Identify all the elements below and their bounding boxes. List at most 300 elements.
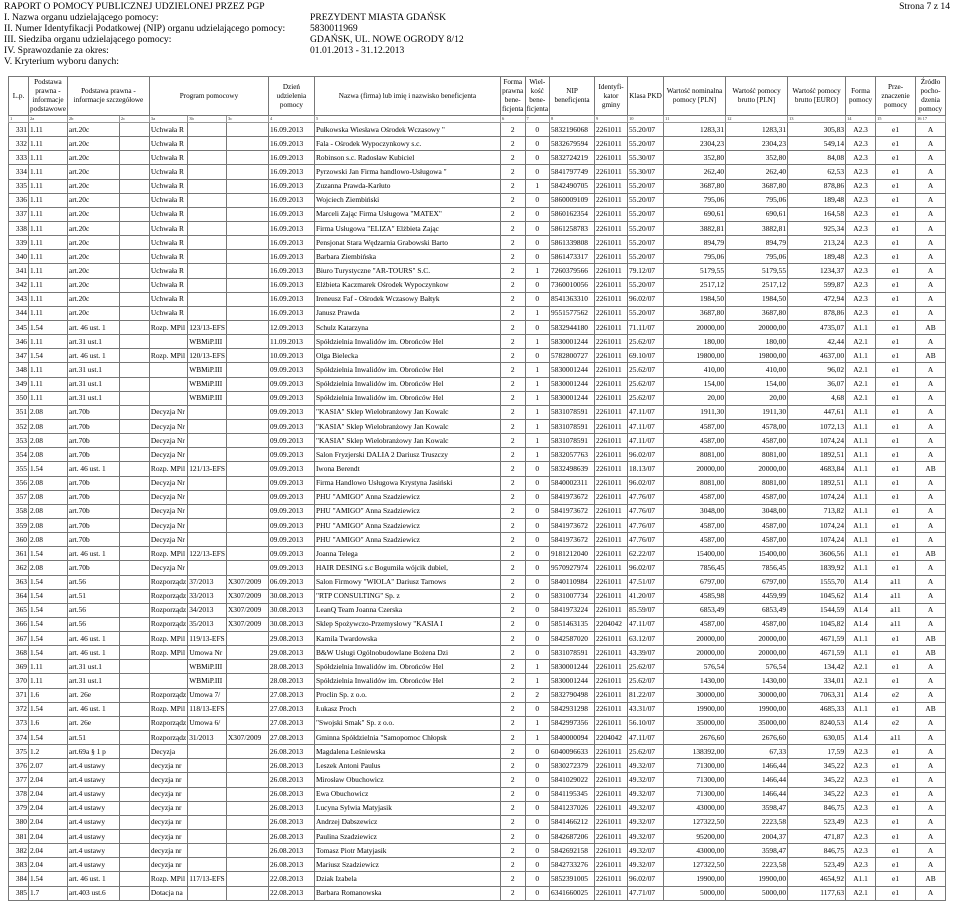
table-cell: 09.09.2013 <box>268 405 314 419</box>
table-cell: 0 <box>525 603 550 617</box>
table-cell: 0 <box>525 830 550 844</box>
table-cell: 2 <box>500 221 525 235</box>
table-cell: 6040096633 <box>550 745 595 759</box>
table-row <box>9 773 946 787</box>
table-cell <box>226 207 268 221</box>
column-number: 14 <box>846 116 876 123</box>
table-cell: A1.1 <box>846 702 876 716</box>
table-cell: 2261011 <box>595 533 628 547</box>
table-cell: 925,34 <box>788 221 846 235</box>
table-cell: 9570927974 <box>550 561 595 575</box>
table-row <box>9 278 946 292</box>
table-row <box>9 292 946 306</box>
table-cell: 2261011 <box>595 575 628 589</box>
table-cell: e1 <box>876 462 916 476</box>
table-cell: 894,79 <box>664 236 726 250</box>
table-cell: 4587,00 <box>726 518 788 532</box>
table-cell: Decyzja Nr <box>149 405 187 419</box>
table-cell: A <box>916 589 946 603</box>
table-cell: 2223,58 <box>726 815 788 829</box>
table-cell <box>188 419 227 433</box>
table-cell: 2261011 <box>595 123 628 137</box>
table-cell: Decyzja Nr <box>149 434 187 448</box>
table-cell: 20000,00 <box>726 462 788 476</box>
table-cell: e1 <box>876 264 916 278</box>
table-cell: 1.11 <box>29 660 68 674</box>
table-cell <box>226 335 268 349</box>
table-cell: A2.3 <box>846 221 876 235</box>
table-cell: 2261011 <box>595 773 628 787</box>
table-cell <box>226 632 268 646</box>
table-cell <box>119 151 149 165</box>
table-cell: 16.09.2013 <box>268 264 314 278</box>
table-cell: 2676,60 <box>664 731 726 745</box>
table-cell: A <box>916 801 946 815</box>
table-cell: 2261011 <box>595 830 628 844</box>
table-cell: A1.1 <box>846 349 876 363</box>
table-cell: 354 <box>9 448 29 462</box>
table-cell: 0 <box>525 518 550 532</box>
table-cell: 846,75 <box>788 801 846 815</box>
table-cell: 4587,00 <box>664 617 726 631</box>
column-header: Klasa PKD <box>628 77 664 116</box>
table-cell: 49.32/07 <box>628 773 664 787</box>
table-cell: 337 <box>9 207 29 221</box>
table-cell: Spółdzielnia Inwalidów im. Obrońców Hel <box>314 660 500 674</box>
table-cell: 878,86 <box>788 179 846 193</box>
table-cell: art.4 ustawy <box>67 815 119 829</box>
table-cell <box>226 674 268 688</box>
aid-table <box>8 76 946 901</box>
table-cell: 2261011 <box>595 363 628 377</box>
table-cell: 1911,30 <box>664 405 726 419</box>
table-cell: Uchwała R <box>149 292 187 306</box>
table-cell: 4683,84 <box>788 462 846 476</box>
table-cell: 5832196068 <box>550 123 595 137</box>
table-cell: decyzja nr <box>149 844 187 858</box>
table-cell: 0 <box>525 872 550 886</box>
table-cell: 5841973672 <box>550 518 595 532</box>
table-cell: 2 <box>500 278 525 292</box>
table-cell: art.4 ustawy <box>67 830 119 844</box>
table-cell: 5831078591 <box>550 405 595 419</box>
table-cell: A2.3 <box>846 137 876 151</box>
table-cell: 384 <box>9 872 29 886</box>
table-cell: art. 46 ust. 1 <box>67 349 119 363</box>
table-cell: 2261011 <box>595 250 628 264</box>
table-cell: A <box>916 419 946 433</box>
table-cell: 49.32/07 <box>628 787 664 801</box>
table-cell: AB <box>916 646 946 660</box>
table-cell: 385 <box>9 886 29 900</box>
table-cell: 180,00 <box>664 335 726 349</box>
table-cell: Decyzja Nr <box>149 533 187 547</box>
table-cell: A <box>916 363 946 377</box>
table-cell <box>226 123 268 137</box>
table-cell: 62,53 <box>788 165 846 179</box>
table-cell: 47.11/07 <box>628 617 664 631</box>
table-cell: 33/2013 <box>188 589 227 603</box>
table-cell: 2 <box>500 674 525 688</box>
table-cell: 333 <box>9 151 29 165</box>
table-cell: 4654,92 <box>788 872 846 886</box>
table-cell: 67,33 <box>726 745 788 759</box>
table-cell <box>119 335 149 349</box>
table-cell <box>188 858 227 872</box>
table-cell: a11 <box>876 617 916 631</box>
table-cell: A1.1 <box>846 419 876 433</box>
table-cell: 2261011 <box>595 434 628 448</box>
table-row <box>9 801 946 815</box>
table-cell <box>119 830 149 844</box>
table-cell: 2 <box>500 490 525 504</box>
table-cell: 2261011 <box>595 137 628 151</box>
table-cell: Proclin Sp. z o.o. <box>314 688 500 702</box>
table-cell: 43.31/07 <box>628 702 664 716</box>
table-cell <box>188 801 227 815</box>
table-cell <box>188 137 227 151</box>
table-cell: 16.09.2013 <box>268 179 314 193</box>
table-row <box>9 589 946 603</box>
table-cell: 1.11 <box>29 391 68 405</box>
table-cell: 4587,00 <box>664 419 726 433</box>
table-cell: 127322,50 <box>664 815 726 829</box>
table-cell: 2 <box>500 292 525 306</box>
table-cell: A2.3 <box>846 830 876 844</box>
table-cell: Umowa 7/ <box>188 688 227 702</box>
table-cell: 0 <box>525 533 550 547</box>
table-cell: Spółdzielnia Inwalidów im. Obrońców Hel <box>314 377 500 391</box>
table-cell: Kamila Twardowska <box>314 632 500 646</box>
table-cell: A2.3 <box>846 801 876 815</box>
table-cell: 20000,00 <box>726 632 788 646</box>
table-cell: 0 <box>525 787 550 801</box>
table-cell <box>226 858 268 872</box>
column-header: Podstawa prawna - informacje szczegółowe <box>67 77 149 116</box>
table-cell: 96.02/07 <box>628 872 664 886</box>
column-header: Wartość pomocy brutto [PLN] <box>726 77 788 116</box>
table-cell <box>119 745 149 759</box>
table-cell: HAIR DESING s.c Bogumiła wójcik dubiel, <box>314 561 500 575</box>
table-cell: 2 <box>500 660 525 674</box>
table-cell: 26.08.2013 <box>268 858 314 872</box>
table-cell: 5841237026 <box>550 801 595 815</box>
table-cell: 2261011 <box>595 815 628 829</box>
table-cell: 2 <box>500 377 525 391</box>
table-cell: 20,00 <box>726 391 788 405</box>
table-cell: 2261011 <box>595 335 628 349</box>
table-cell: Spółdzielnia Inwalidów im. Obrońców Hel <box>314 335 500 349</box>
table-cell: 27.08.2013 <box>268 731 314 745</box>
table-cell: 1 <box>525 264 550 278</box>
table-cell: 795,06 <box>726 193 788 207</box>
table-cell: A <box>916 448 946 462</box>
table-cell: 22.08.2013 <box>268 872 314 886</box>
table-cell: 55.30/07 <box>628 165 664 179</box>
table-cell: Uchwała R <box>149 221 187 235</box>
table-cell: 1.11 <box>29 137 68 151</box>
table-cell: 19900,00 <box>664 702 726 716</box>
table-cell <box>188 193 227 207</box>
table-cell: e1 <box>876 377 916 391</box>
table-cell: art.20c <box>67 207 119 221</box>
table-cell: 0 <box>525 278 550 292</box>
table-cell: X307/2009 <box>226 617 268 631</box>
table-cell: Decyzja Nr <box>149 561 187 575</box>
table-cell: art.51 <box>67 731 119 745</box>
table-cell: 2 <box>525 688 550 702</box>
table-cell: 2 <box>500 745 525 759</box>
table-cell: 0 <box>525 801 550 815</box>
table-cell <box>119 391 149 405</box>
table-cell: art.31 ust.1 <box>67 674 119 688</box>
table-cell: 16.09.2013 <box>268 193 314 207</box>
table-cell: 379 <box>9 801 29 815</box>
table-cell: 2 <box>500 476 525 490</box>
table-cell: e1 <box>876 830 916 844</box>
table-cell <box>226 801 268 815</box>
table-cell: 0 <box>525 123 550 137</box>
table-cell: Rozporządz <box>149 589 187 603</box>
table-cell: Umowa Nr <box>188 646 227 660</box>
table-cell: 334,01 <box>788 674 846 688</box>
table-cell: A1.4 <box>846 603 876 617</box>
table-cell: 5842587020 <box>550 632 595 646</box>
table-cell: 376 <box>9 759 29 773</box>
table-cell: art.31 ust.1 <box>67 335 119 349</box>
table-cell: art.69a § 1 p <box>67 745 119 759</box>
table-row <box>9 123 946 137</box>
table-cell: A <box>916 603 946 617</box>
table-cell: 0 <box>525 759 550 773</box>
table-cell: 576,54 <box>726 660 788 674</box>
table-cell <box>188 745 227 759</box>
table-cell <box>226 363 268 377</box>
table-cell: Firma Usługowa "ELIZA" Elżbieta Zając <box>314 221 500 235</box>
table-cell: 8081,00 <box>726 476 788 490</box>
column-number: 15 <box>876 116 916 123</box>
report-header <box>4 1 954 67</box>
table-cell: 0 <box>525 151 550 165</box>
table-cell <box>226 688 268 702</box>
table-cell: decyzja nr <box>149 773 187 787</box>
table-cell: 2261011 <box>595 476 628 490</box>
header-line-value: 01.01.2013 - 31.12.2013 <box>310 45 405 56</box>
table-cell: 4578,00 <box>726 419 788 433</box>
table-cell: Leszek Antoni Paulus <box>314 759 500 773</box>
table-cell: art.31 ust.1 <box>67 377 119 391</box>
table-cell: 334 <box>9 165 29 179</box>
table-cell: e1 <box>876 504 916 518</box>
table-cell: 26.08.2013 <box>268 844 314 858</box>
table-cell <box>119 603 149 617</box>
table-cell: 5841466212 <box>550 815 595 829</box>
table-cell: A1.1 <box>846 490 876 504</box>
table-cell: art. 26e <box>67 716 119 730</box>
table-cell: 55.20/07 <box>628 137 664 151</box>
table-cell: 2223,58 <box>726 858 788 872</box>
table-cell <box>226 221 268 235</box>
table-cell: 2 <box>500 335 525 349</box>
table-cell: 1.11 <box>29 335 68 349</box>
table-cell: 30.08.2013 <box>268 617 314 631</box>
table-cell: e1 <box>876 151 916 165</box>
table-cell <box>226 137 268 151</box>
table-cell: 09.09.2013 <box>268 518 314 532</box>
table-cell <box>119 236 149 250</box>
table-cell: art.20c <box>67 151 119 165</box>
table-row <box>9 165 946 179</box>
table-cell: 4459,99 <box>726 589 788 603</box>
table-cell: 5831078591 <box>550 419 595 433</box>
table-cell: 1074,24 <box>788 518 846 532</box>
table-cell: art. 46 ust. 1 <box>67 462 119 476</box>
table-cell: 0 <box>525 320 550 334</box>
table-cell: 1.54 <box>29 731 68 745</box>
table-cell: Olga Bielecka <box>314 349 500 363</box>
table-cell: 06.09.2013 <box>268 575 314 589</box>
table-cell: e1 <box>876 886 916 900</box>
table-cell: 5841029022 <box>550 773 595 787</box>
table-cell <box>226 646 268 660</box>
table-cell: 352,80 <box>664 151 726 165</box>
table-cell: 690,61 <box>726 207 788 221</box>
table-cell: A <box>916 151 946 165</box>
table-cell: 0 <box>525 490 550 504</box>
table-cell <box>119 137 149 151</box>
table-cell: art.70b <box>67 490 119 504</box>
table-cell: e1 <box>876 561 916 575</box>
column-number: 13 <box>788 116 846 123</box>
header-line-label: I. Nazwa organu udzielającego pomocy: <box>4 12 159 23</box>
table-cell: 30.08.2013 <box>268 589 314 603</box>
table-cell: A1.1 <box>846 448 876 462</box>
table-cell: 26.08.2013 <box>268 815 314 829</box>
table-row <box>9 137 946 151</box>
table-cell: 63.12/07 <box>628 632 664 646</box>
table-cell: 117/13-EFS <box>188 872 227 886</box>
table-row <box>9 250 946 264</box>
column-header: Nazwa (firma) lub imię i nazwisko beneficjenta <box>314 77 500 116</box>
table-cell: 49.32/07 <box>628 815 664 829</box>
table-cell: 09.09.2013 <box>268 434 314 448</box>
table-cell: 09.09.2013 <box>268 391 314 405</box>
table-cell <box>119 165 149 179</box>
table-cell: Wojciech Ziembiński <box>314 193 500 207</box>
table-cell: 2261011 <box>595 844 628 858</box>
table-cell: 5860162354 <box>550 207 595 221</box>
table-cell <box>226 448 268 462</box>
table-cell <box>188 830 227 844</box>
table-cell: 5841973672 <box>550 490 595 504</box>
table-cell: 6853,49 <box>664 603 726 617</box>
table-cell: e1 <box>876 674 916 688</box>
column-number: 4 <box>268 116 314 123</box>
table-cell: Robinson s.c. Radosław Kubiciel <box>314 151 500 165</box>
table-cell: 16.09.2013 <box>268 278 314 292</box>
table-cell: art.4 ustawy <box>67 801 119 815</box>
table-cell <box>119 377 149 391</box>
table-cell: 0 <box>525 886 550 900</box>
table-row <box>9 603 946 617</box>
table-cell: 2204042 <box>595 731 628 745</box>
table-cell: A1.1 <box>846 434 876 448</box>
table-cell: 472,94 <box>788 292 846 306</box>
table-cell: A <box>916 716 946 730</box>
table-cell: A2.3 <box>846 306 876 320</box>
table-cell <box>119 801 149 815</box>
table-cell: 122/13-EFS <box>188 547 227 561</box>
table-cell: art.56 <box>67 603 119 617</box>
table-cell: 2 <box>500 589 525 603</box>
table-cell: 47.11/07 <box>628 731 664 745</box>
table-cell <box>188 151 227 165</box>
table-cell <box>226 547 268 561</box>
header-lines <box>4 12 954 67</box>
table-cell: Iwona Berendt <box>314 462 500 476</box>
table-cell <box>119 886 149 900</box>
table-cell: A <box>916 250 946 264</box>
table-cell: A <box>916 660 946 674</box>
table-cell: e1 <box>876 518 916 532</box>
table-cell <box>119 363 149 377</box>
table-cell: 447,61 <box>788 405 846 419</box>
table-cell: 16.09.2013 <box>268 250 314 264</box>
table-cell: Salon Firmowy "WIOLA" Dariusz Tarnows <box>314 575 500 589</box>
table-cell: 25.62/07 <box>628 363 664 377</box>
table-cell: 2.04 <box>29 844 68 858</box>
table-row <box>9 674 946 688</box>
table-row <box>9 716 946 730</box>
table-cell: 81.22/07 <box>628 688 664 702</box>
table-cell <box>119 617 149 631</box>
table-cell <box>226 490 268 504</box>
table-cell: e1 <box>876 221 916 235</box>
table-cell: 47.11/07 <box>628 434 664 448</box>
table-cell: Joanna Telega <box>314 547 500 561</box>
table-cell: A <box>916 207 946 221</box>
table-cell: 3882,81 <box>664 221 726 235</box>
table-cell <box>188 292 227 306</box>
table-cell <box>226 830 268 844</box>
table-cell: Spółdzielnia Inwalidów im. Obrońców Hel <box>314 391 500 405</box>
table-cell: 2261011 <box>595 759 628 773</box>
table-cell: 4,68 <box>788 391 846 405</box>
table-cell: 1.7 <box>29 886 68 900</box>
table-cell: 2 <box>500 886 525 900</box>
table-cell: 49.32/07 <box>628 844 664 858</box>
table-cell: 2 <box>500 872 525 886</box>
table-cell: art.70b <box>67 561 119 575</box>
table-cell: 0 <box>525 137 550 151</box>
table-cell: 5830001244 <box>550 660 595 674</box>
table-cell <box>119 787 149 801</box>
table-cell: 4587,00 <box>726 490 788 504</box>
table-cell: A <box>916 221 946 235</box>
table-cell: 119/13-EFS <box>188 632 227 646</box>
table-cell: 2204042 <box>595 617 628 631</box>
table-cell: 35/2013 <box>188 617 227 631</box>
table-cell: art.20c <box>67 137 119 151</box>
table-cell: Uchwała R <box>149 250 187 264</box>
table-cell: 2 <box>500 759 525 773</box>
table-cell: e1 <box>876 844 916 858</box>
table-cell: 2261011 <box>595 207 628 221</box>
table-cell: Rozporządz <box>149 716 187 730</box>
table-cell: Rozp. MPil <box>149 646 187 660</box>
table-cell <box>149 391 187 405</box>
table-cell <box>119 716 149 730</box>
